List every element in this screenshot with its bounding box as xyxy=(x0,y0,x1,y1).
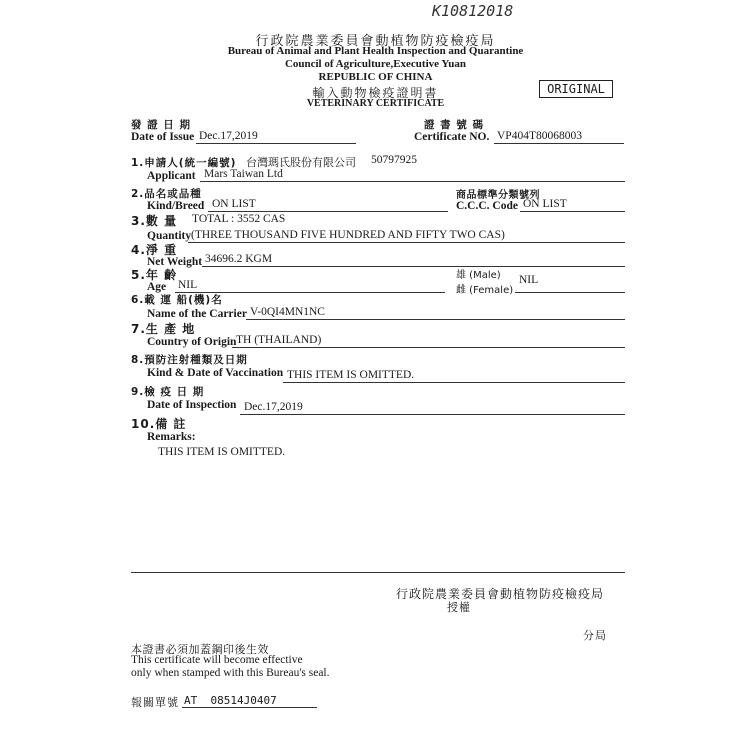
applicant-value: Mars Taiwan Ltd xyxy=(204,168,283,180)
inspection-value: Dec.17,2019 xyxy=(244,401,303,413)
header-zh-bureau: 行政院農業委員會動植物防疫檢疫局 xyxy=(255,34,496,49)
certificate-value: VP404T80068003 xyxy=(497,130,582,142)
applicant-zh-value: 台灣瑪氏股份有限公司 xyxy=(246,156,356,169)
footer-zh-bureau: 行政院農業委員會動植物防疫檢疫局 xyxy=(396,587,605,601)
carrier-zh-label: 6.載 運 船(機)名 xyxy=(131,294,223,306)
carrier-label: Name of the Carrier xyxy=(147,308,247,320)
origin-value: TH (THAILAND) xyxy=(236,334,322,346)
male-label: 雄 (Male) xyxy=(456,270,501,281)
net-weight-zh-label: 4.淨 重 xyxy=(131,243,178,257)
notice-en-line1: This certificate will become effective xyxy=(131,654,303,666)
net-weight-label: Net Weight xyxy=(147,256,203,268)
age-zh-label: 5.年 齡 xyxy=(131,268,178,282)
header-en-bureau: Bureau of Animal and Plant Health Inspection and Quarantine xyxy=(227,45,524,57)
age-value: NIL xyxy=(178,279,198,291)
applicant-zh-label: 1.申請人(統一編號) xyxy=(131,157,237,169)
kind-label: Kind/Breed xyxy=(147,200,205,212)
remarks-label: Remarks: xyxy=(147,431,196,443)
ccc-zh-label: 商品標準分類號列 xyxy=(456,190,540,201)
vaccination-label: Kind & Date of Vaccination xyxy=(147,367,284,379)
customs-value: AT 08514J0407 xyxy=(184,694,277,707)
header-zh-title: 輸入動物檢疫證明書 xyxy=(312,86,439,100)
inspection-zh-label: 9.檢 疫 日 期 xyxy=(131,386,205,398)
certificate-zh-label: 證 書 號 碼 xyxy=(424,119,484,131)
issue-date-zh-label: 發 證 日 期 xyxy=(131,119,191,131)
header-en-country: REPUBLIC OF CHINA xyxy=(318,71,433,83)
header-en-council: Council of Agriculture,Executive Yuan xyxy=(284,58,467,70)
quantity-words-value: (THREE THOUSAND FIVE HUNDRED AND FIFTY TWO CAS) xyxy=(191,229,505,241)
sex-value: NIL xyxy=(519,274,539,286)
applicant-label: Applicant xyxy=(147,170,196,182)
vaccination-value: THIS ITEM IS OMITTED. xyxy=(287,369,415,381)
origin-label: Country of Origin xyxy=(147,336,237,348)
notice-zh: 本證書必須加蓋鋼印後生效 xyxy=(131,643,269,656)
carrier-value: V-0QI4MN1NC xyxy=(250,306,325,318)
remarks-value: THIS ITEM IS OMITTED. xyxy=(158,446,286,458)
age-label: Age xyxy=(147,281,167,293)
notice-en-line2: only when stamped with this Bureau's seal. xyxy=(131,667,330,679)
customs-label: 報關單號 xyxy=(131,696,179,709)
origin-zh-label: 7.生 產 地 xyxy=(131,322,196,336)
vaccination-zh-label: 8.預防注射種類及日期 xyxy=(131,354,248,366)
net-weight-value: 34696.2 KGM xyxy=(205,253,273,265)
female-label: 雌 (Female) xyxy=(456,285,514,296)
issue-date-label: Date of Issue xyxy=(131,131,195,143)
quantity-total-value: TOTAL : 3552 CAS xyxy=(192,213,286,225)
quantity-label: Quantity xyxy=(147,230,192,242)
footer-zh-branch: 分局 xyxy=(583,629,607,642)
kind-value: ON LIST xyxy=(212,198,256,210)
applicant-id-value: 50797925 xyxy=(371,154,417,166)
header-en-title: VETERINARY CERTIFICATE xyxy=(306,98,445,109)
kind-zh-label: 2.品名或品種 xyxy=(131,188,202,200)
issue-date-value: Dec.17,2019 xyxy=(199,130,258,142)
certificate-label: Certificate NO. xyxy=(414,131,490,143)
quantity-zh-label: 3.數 量 xyxy=(131,214,178,228)
remarks-zh-label: 10.備 註 xyxy=(131,417,187,431)
footer-zh-authorized: 授權 xyxy=(447,601,471,614)
handwritten-note: K10812018 xyxy=(432,2,514,20)
original-box: ORIGINAL xyxy=(539,80,613,98)
ccc-label: C.C.C. Code xyxy=(456,200,518,212)
inspection-label: Date of Inspection xyxy=(147,399,237,411)
footer-divider xyxy=(131,572,625,573)
ccc-value: ON LIST xyxy=(523,198,567,210)
